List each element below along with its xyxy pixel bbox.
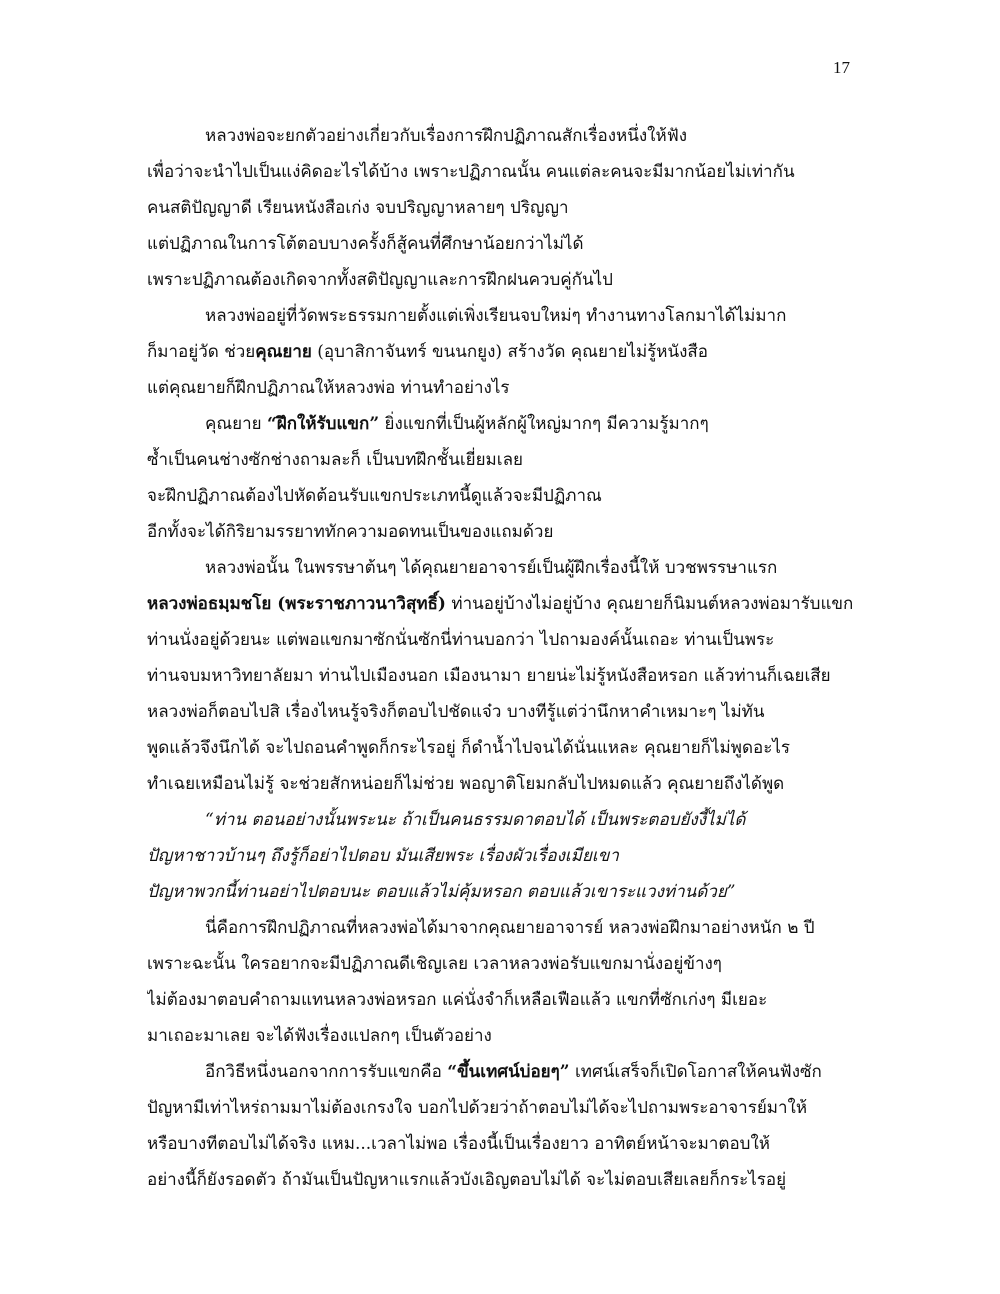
text-segment: นี่คือการฝึกปฏิภาณที่หลวงพ่อได้มาจากคุณยายอาจารย์ หลวงพ่อฝึกมาอย่างหนัก ๒ ปี: [205, 918, 815, 938]
bold-text-segment: “ขึ้นเทศน์บ่อยๆ”: [447, 1062, 570, 1082]
text-segment: อีกวิธีหนึ่งนอกจากการรับแขกคือ: [205, 1062, 448, 1082]
text-segment: (อุบาสิกาจันทร์ ขนนกยูง) สร้างวัด คุณยายไม่รู้หนังสือ: [311, 342, 709, 362]
text-segment: เพราะฉะนั้น ใครอยากจะมีปฏิภาณดีเชิญเลย เวลาหลวงพ่อรับแขกมานั่งอยู่ข้างๆ: [147, 954, 722, 974]
text-line: [147, 838, 857, 874]
text-line: [147, 154, 857, 190]
text-line: [147, 1018, 857, 1054]
text-line: [147, 586, 857, 622]
text-segment: ปัญหามีเท่าไหร่ถามมาไม่ต้องเกรงใจ บอกไปด้วยว่าถ้าตอบไม่ได้จะไปถามพระอาจารย์มาให้: [147, 1098, 808, 1118]
text-segment: เทศน์เสร็จก็เปิดโอกาสให้คนฟังซัก: [569, 1062, 822, 1082]
text-line: [147, 802, 857, 838]
text-line: [147, 730, 857, 766]
text-segment: เพราะปฏิภาณต้องเกิดจากทั้งสติปัญญาและการฝึกฝนควบคู่กันไป: [147, 270, 613, 290]
text-segment: ท่านจบมหาวิทยาลัยมา ท่านไปเมืองนอก เมืองนามา ยายน่ะไม่รู้หนังสือหรอก แล้วท่านก็เฉยเสีย: [147, 666, 831, 686]
text-line: [147, 982, 857, 1018]
text-line: [147, 190, 857, 226]
text-line: [147, 622, 857, 658]
text-line: [147, 262, 857, 298]
text-segment: มาเถอะมาเลย จะได้ฟังเรื่องแปลกๆ เป็นตัวอย่าง: [147, 1026, 492, 1046]
text-line: [147, 226, 857, 262]
text-line: [147, 118, 857, 154]
text-line: [147, 1126, 857, 1162]
text-segment: จะฝึกปฏิภาณต้องไปหัดต้อนรับแขกประเภทนี้ดูแล้วจะมีปฏิภาณ: [147, 486, 602, 506]
italic-text-segment: ปัญหาพวกนี้ท่านอย่าไปตอบนะ ตอบแล้วไม่คุ้มหรอก ตอบแล้วเขาระแวงท่านด้วย”: [147, 882, 736, 902]
text-segment: แต่ปฏิภาณในการโต้ตอบบางครั้งก็สู้คนที่ศึกษาน้อยกว่าไม่ได้: [147, 234, 584, 254]
text-line: [147, 694, 857, 730]
text-line: [147, 442, 857, 478]
text-line: [147, 1162, 857, 1198]
text-segment: แต่คุณยายก็ฝึกปฏิภาณให้หลวงพ่อ ท่านทำอย่างไร: [147, 378, 510, 398]
italic-text-segment: “ท่าน ตอนอย่างนั้นพระนะ ถ้าเป็นคนธรรมดาตอบได้ เป็นพระตอบยังงี้ไม่ได้: [205, 810, 746, 830]
text-segment: หลวงพ่อก็ตอบไปสิ เรื่องไหนรู้จริงก็ตอบไปชัดแจ๋ว บางทีรู้แต่ว่านึกหาคำเหมาะๆ ไม่ทัน: [147, 702, 765, 722]
text-segment: หรือบางทีตอบไม่ได้จริง แหม...เวลาไม่พอ เรื่องนี้เป็นเรื่องยาว อาทิตย์หน้าจะมาตอบให้: [147, 1134, 770, 1154]
text-line: [147, 334, 857, 370]
text-segment: ท่านอยู่บ้างไม่อยู่บ้าง คุณยายก็นิมนต์หลวงพ่อมารับแขก: [445, 594, 854, 614]
text-segment: อย่างนี้ก็ยังรอดตัว ถ้ามันเป็นปัญหาแรกแล้วบังเอิญตอบไม่ได้ จะไม่ตอบเสียเลยก็กระไรอยู่: [147, 1170, 787, 1190]
text-line: [147, 370, 857, 406]
text-line: [147, 298, 857, 334]
text-segment: ไม่ต้องมาตอบคำถามแทนหลวงพ่อหรอก แค่นั่งจำก็เหลือเฟือแล้ว แขกที่ซักเก่งๆ มีเยอะ: [147, 990, 768, 1010]
text-segment: ยิ่งแขกที่เป็นผู้หลักผู้ใหญ่มากๆ มีความรู้มากๆ: [379, 414, 709, 434]
text-segment: ท่านนั่งอยู่ด้วยนะ แต่พอแขกมาซักนั่นซักนี่ท่านบอกว่า ไปถามองค์นั้นเถอะ ท่านเป็นพระ: [147, 630, 775, 650]
text-segment: เพื่อว่าจะนำไปเป็นแง่คิดอะไรได้บ้าง เพราะปฏิภาณนั้น คนแต่ละคนจะมีมากน้อยไม่เท่ากัน: [147, 162, 795, 182]
text-segment: หลวงพ่อจะยกตัวอย่างเกี่ยวกับเรื่องการฝึกปฏิภาณสักเรื่องหนึ่งให้ฟัง: [205, 126, 688, 146]
text-segment: คุณยาย: [205, 414, 268, 434]
text-line: [147, 478, 857, 514]
text-line: [147, 766, 857, 802]
text-segment: หลวงพ่อนั้น ในพรรษาต้นๆ ได้คุณยายอาจารย์เป็นผู้ฝึกเรื่องนี้ให้ บวชพรรษาแรก: [205, 558, 778, 578]
text-segment: คนสติปัญญาดี เรียนหนังสือเก่ง จบปริญญาหลายๆ ปริญญา: [147, 198, 569, 218]
text-line: [147, 1090, 857, 1126]
body-text: [147, 118, 857, 1198]
text-segment: หลวงพ่ออยู่ที่วัดพระธรรมกายตั้งแต่เพิ่งเรียนจบใหม่ๆ ทำงานทางโลกมาได้ไม่มาก: [205, 306, 787, 326]
italic-text-segment: ปัญหาชาวบ้านๆ ถึงรู้ก็อย่าไปตอบ มันเสียพระ เรื่องผัวเรื่องเมียเขา: [147, 846, 619, 866]
bold-text-segment: หลวงพ่อธมฺมชโย (พระราชภาวนาวิสุทธิ์): [147, 594, 446, 614]
text-segment: ก็มาอยู่วัด ช่วย: [147, 342, 256, 362]
text-segment: อีกทั้งจะได้กิริยามรรยาททักความอดทนเป็นของแถมด้วย: [147, 522, 554, 542]
text-line: [147, 514, 857, 550]
text-line: [147, 1054, 857, 1090]
text-segment: ทำเฉยเหมือนไม่รู้ จะช่วยสักหน่อยก็ไม่ช่วย พอญาติโยมกลับไปหมดแล้ว คุณยายถึงได้พูด: [147, 774, 785, 794]
bold-text-segment: “ฝึกให้รับแขก”: [267, 414, 380, 434]
text-line: [147, 874, 857, 910]
text-segment: พูดแล้วจึงนึกได้ จะไปถอนคำพูดก็กระไรอยู่ ก็ดำน้ำไปจนได้นั่นแหละ คุณยายก็ไม่พูดอะไร: [147, 738, 791, 758]
text-line: [147, 658, 857, 694]
text-line: [147, 946, 857, 982]
text-segment: ซ้ำเป็นคนช่างซักช่างถามละก็ เป็นบทฝึกชั้นเยี่ยมเลย: [147, 450, 523, 470]
text-line: [147, 406, 857, 442]
page-number: 17: [833, 58, 850, 77]
text-line: [147, 910, 857, 946]
text-line: [147, 550, 857, 586]
bold-text-segment: คุณยาย: [255, 342, 312, 362]
